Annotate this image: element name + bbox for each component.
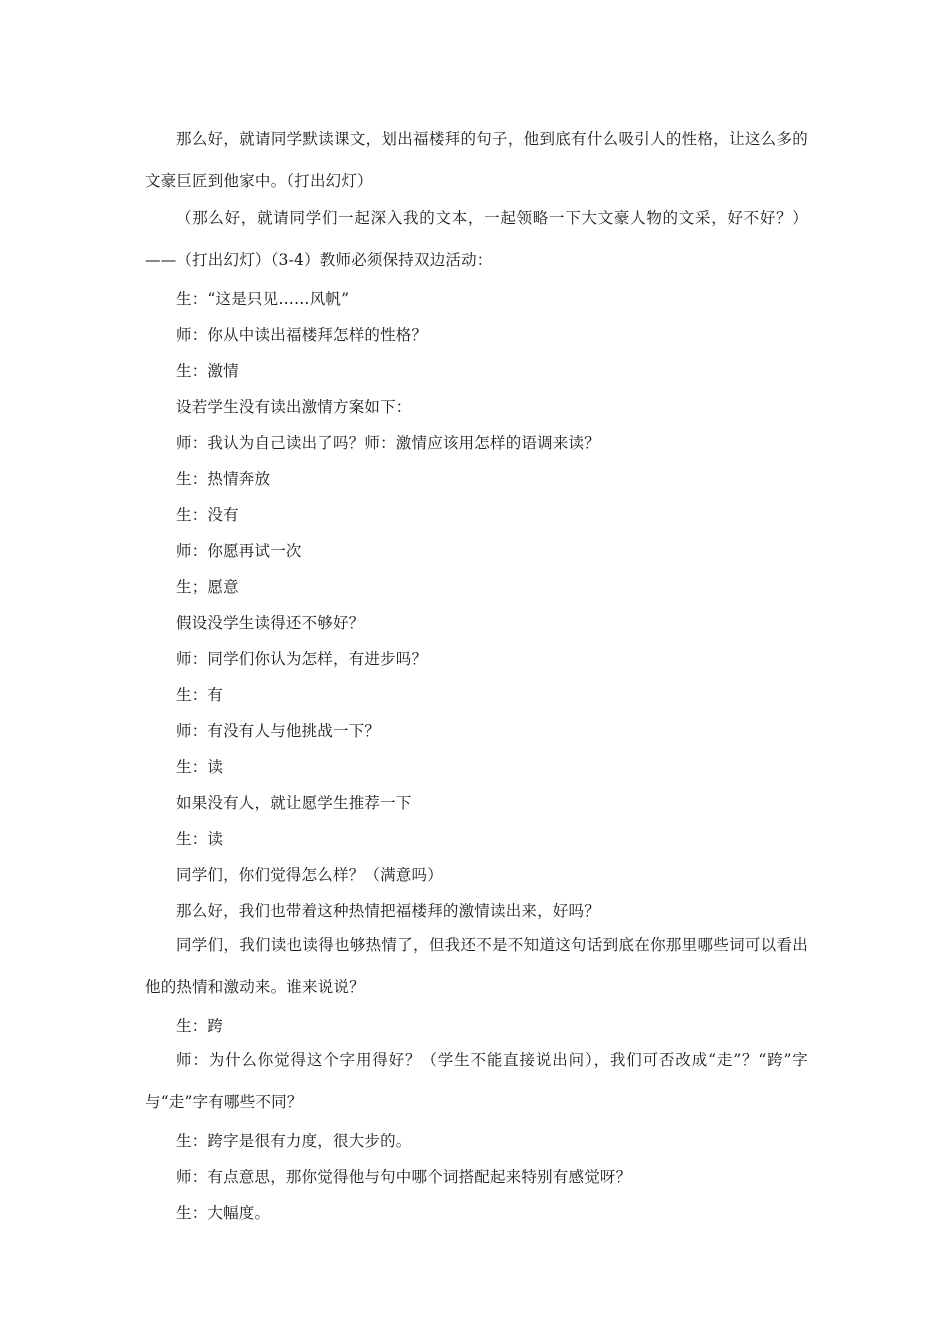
paragraph-19: 同学们，你们觉得怎么样？（满意吗） (176, 866, 443, 884)
paragraph-7: 师：我认为自己读出了吗？师：激情应该用怎样的语调来读？ (176, 434, 600, 452)
paragraph-20: 那么好，我们也带着这种热情把福楼拜的激情读出来，好吗？ (176, 902, 600, 920)
paragraph-22: 生：跨 (176, 1017, 224, 1035)
paragraph-10: 师：你愿再试一次 (176, 542, 302, 560)
paragraph-23: 师：为什么你觉得这个字用得好？（学生不能直接说出问），我们可否改成“走”？“跨”字与“走”字有哪些不同？ (145, 1051, 808, 1111)
paragraph-1: 那么好，就请同学默读课文，划出福楼拜的句子，他到底有什么吸引人的性格，让这么多的文豪巨匠到他家中。（打出幻灯） (145, 130, 808, 190)
paragraph-4: 师：你从中读出福楼拜怎样的性格？ (176, 326, 428, 344)
paragraph-13: 师：同学们你认为怎样，有进步吗？ (176, 650, 428, 668)
paragraph-3: 生：“这是只见……风帆” (176, 290, 350, 308)
paragraph-5: 生：激情 (176, 362, 239, 380)
paragraph-24: 生：跨字是很有力度，很大步的。 (176, 1132, 412, 1150)
paragraph-17: 如果没有人，就让愿学生推荐一下 (176, 794, 412, 812)
paragraph-8: 生：热情奔放 (176, 470, 271, 488)
paragraph-6: 设若学生没有读出激情方案如下： (176, 398, 412, 416)
document-body (145, 123, 808, 1231)
paragraph-18: 生：读 (176, 830, 224, 848)
paragraph-26: 生：大幅度。 (176, 1204, 271, 1222)
paragraph-2: （那么好，就请同学们一起深入我的文本，一起领略一下大文豪人物的文采，好不好？）——（打出幻灯）（3-4）教师必须保持双边活动： (145, 209, 808, 269)
paragraph-16: 生：读 (176, 758, 224, 776)
paragraph-15: 师：有没有人与他挑战一下？ (176, 722, 381, 740)
paragraph-12: 假设没学生读得还不够好？ (176, 614, 365, 632)
paragraph-14: 生：有 (176, 686, 224, 704)
paragraph-25: 师：有点意思，那你觉得他与句中哪个词搭配起来特别有感觉呀？ (176, 1168, 632, 1186)
paragraph-9: 生：没有 (176, 506, 239, 524)
paragraph-11: 生；愿意 (176, 578, 239, 596)
paragraph-21: 同学们，我们读也读得也够热情了，但我还不是不知道这句话到底在你那里哪些词可以看出他的热情和激动来。谁来说说？ (145, 936, 808, 996)
